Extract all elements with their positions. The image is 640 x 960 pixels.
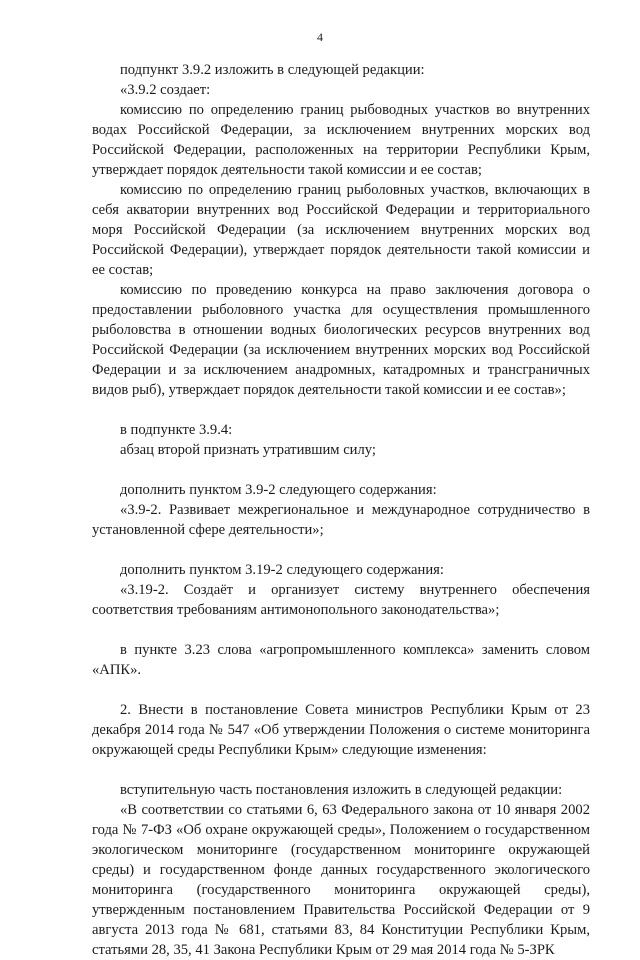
paragraph: «В соответствии со статьями 6, 63 Федерального закона от 10 января 2002 года № 7-ФЗ «Об охране окружающей среды», Положением о государственном экологическом мониторинге (государственном мониторинге окружающей среды) и государственном фонде данных государственного экологического мониторинга (государственного мониторинга окружающей среды), утвержденным постановлением Правительства Российской Федерации от 9 августа 2013 года № 681, статьями 83, 84 Конституции Республики Крым, статьями 28, 35, 41 Закона Республики Крым от 29 мая 2014 года № 5-ЗРК [92,802,590,958]
paragraph: комиссию по проведению конкурса на право заключения договора о предоставлении рыболовного участка для осуществления промышленного рыболовства в отношении водных биологических ресурсов внутренних вод Российской Федерации (за исключением внутренних морских вод Российской Федерации и за исключением анадромных, катадромных и трансграничных видов рыб), утверждает порядок деятельности такой комиссии и ее состав»; [92,282,590,398]
paragraph: вступительную часть постановления изложить в следующей редакции: [120,782,563,798]
paragraph: 2. Внести в постановление Совета министров Республики Крым от 23 декабря 2014 года № 547 «Об утверждении Положения о системе мониторинга окружающей среды Республики Крым» следующие изменения: [92,702,590,758]
paragraph: дополнить пунктом 3.19-2 следующего содержания: [120,562,444,578]
paragraph: в пункте 3.23 слова «агропромышленного комплекса» заменить словом «АПК». [92,642,590,678]
paragraph: дополнить пунктом 3.9-2 следующего содержания: [120,482,437,498]
paragraph: «3.9.2 создает: [120,82,211,98]
paragraph: абзац второй признать утратившим силу; [120,442,376,458]
document-body [92,60,590,960]
paragraph: комиссию по определению границ рыболовных участков, включающих в себя акватории внутренних вод Российской Федерации и территориального моря Российской Федерации (за исключением внутренних морских вод Российской Федерации), утверждает порядок деятельности такой комиссии и ее состав; [92,182,590,278]
paragraph: комиссию по определению границ рыбоводных участков во внутренних водах Российской Федерации, за исключением внутренних морских вод Российской Федерации, расположенных на территории Республики Крым, утверждает порядок деятельности такой комиссии и ее состав; [92,102,590,178]
paragraph: «3.19-2. Создаёт и организует систему внутреннего обеспечения соответствия требованиям антимонопольного законодательства»; [92,582,590,618]
paragraph: «3.9-2. Развивает межрегиональное и международное сотрудничество в установленной сфере деятельности»; [92,502,590,538]
page-number: 4 [317,30,323,44]
paragraph: в подпункте 3.9.4: [120,422,233,438]
paragraph: подпункт 3.9.2 изложить в следующей редакции: [120,62,425,78]
